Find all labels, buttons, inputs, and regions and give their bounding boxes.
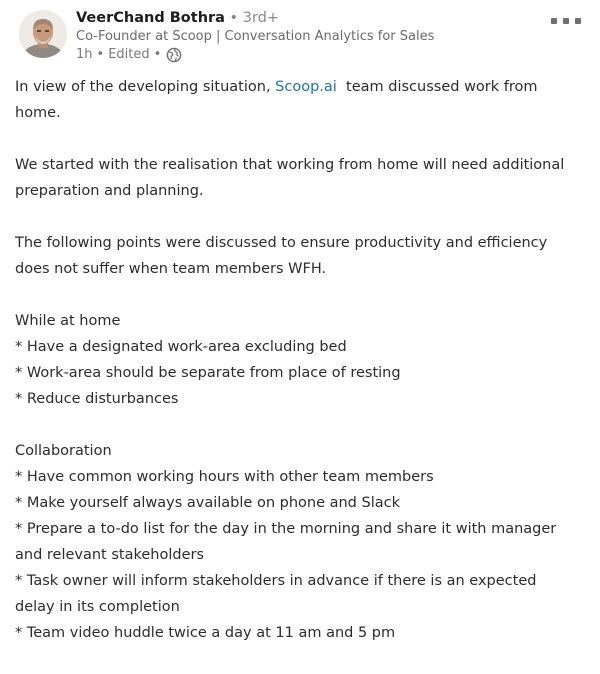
list-item: * Make yourself always available on phone and Slack xyxy=(15,495,400,511)
author-name[interactable]: VeerChand Bothra xyxy=(76,10,225,26)
list-item: * Have common working hours with other team members xyxy=(15,469,434,485)
connection-degree: 3rd+ xyxy=(242,10,280,26)
text-line: preparation and planning. xyxy=(15,183,204,199)
list-item: * Have a designated work-area excluding bed xyxy=(15,339,347,355)
text-line: does not suffer when team members WFH. xyxy=(15,261,327,277)
list-item: * Work-area should be separate from place of resting xyxy=(15,365,401,381)
text-line xyxy=(15,74,585,100)
more-options-button[interactable] xyxy=(551,14,581,28)
ellipsis-dot-icon xyxy=(575,18,581,24)
degree-separator: • xyxy=(224,10,243,26)
text-line: The following points were discussed to ensure productivity and efficiency xyxy=(15,235,548,251)
section-heading: Collaboration xyxy=(15,443,112,459)
text-line: We started with the realisation that working from home will need additional xyxy=(15,157,565,173)
while-at-home-section xyxy=(15,308,585,412)
list-item: * Task owner will inform stakeholders in advance if there is an expected xyxy=(15,573,537,589)
list-item: * Reduce disturbances xyxy=(15,391,179,407)
profile-photo-icon xyxy=(19,10,67,58)
post-meta xyxy=(76,46,434,64)
points-paragraph xyxy=(15,230,585,282)
list-item: * Prepare a to-do list for the day in the morning and share it with manager xyxy=(15,521,557,537)
section-heading: While at home xyxy=(15,313,121,329)
meta-separator: • xyxy=(96,47,105,62)
collaboration-section xyxy=(15,438,585,646)
post-time: 1h xyxy=(76,47,93,62)
post-actor xyxy=(76,9,434,64)
edited-label: Edited xyxy=(108,47,150,62)
meta-separator: • xyxy=(153,47,162,62)
scoop-ai-link[interactable]: Scoop.ai xyxy=(275,79,337,95)
text-segment: In view of the developing situation, xyxy=(15,79,276,95)
author-headline: Co-Founder at Scoop | Conversation Analytics for Sales xyxy=(76,29,435,44)
ellipsis-dot-icon xyxy=(551,18,557,24)
post-body xyxy=(15,74,585,646)
list-item-continuation: delay in its completion xyxy=(15,599,180,615)
post-header xyxy=(0,0,600,72)
intro-paragraph xyxy=(15,74,585,126)
text-segment: team discussed work from xyxy=(336,79,538,95)
text-line: home. xyxy=(15,105,61,121)
list-item: * Team video huddle twice a day at 11 am and 5 pm xyxy=(15,625,396,641)
list-item-continuation: and relevant stakeholders xyxy=(15,547,205,563)
ellipsis-dot-icon xyxy=(563,18,569,24)
globe-icon xyxy=(166,47,182,63)
author-name-line xyxy=(76,9,434,27)
realisation-paragraph xyxy=(15,152,585,204)
author-avatar[interactable] xyxy=(19,10,67,58)
